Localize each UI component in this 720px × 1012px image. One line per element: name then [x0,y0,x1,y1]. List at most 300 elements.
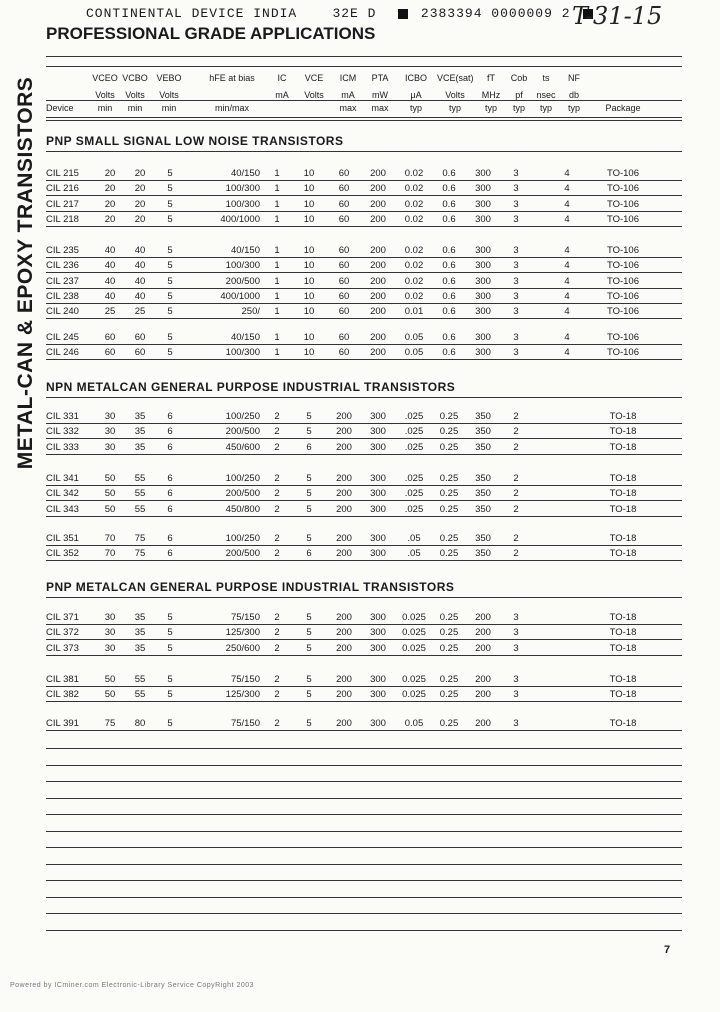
vceo-value: 50 [104,689,116,701]
pta-value: 200 [370,245,386,256]
ic-value: 2 [274,548,280,560]
vcesat-value: 0.6 [442,347,456,359]
icbo-value: 0.025 [402,612,426,623]
ft-value: 350 [475,548,491,560]
ft-value: 200 [475,627,491,639]
icbo-value: 0.025 [402,627,426,639]
vcesat-value: 0.6 [442,332,456,343]
package-value: TO-106 [606,245,640,256]
vcesat-value: 0.6 [442,245,456,256]
icbo-value: 0.025 [402,674,426,685]
hfe-value: 200/500 [225,275,260,287]
ft-value: 200 [475,612,491,623]
icm-value: 60 [338,245,350,256]
column-header: Cob [510,73,528,83]
device-name: CIL 236 [46,260,79,272]
pta-value: 200 [370,198,386,210]
vcbo-value: 20 [134,168,146,179]
icbo-value: 0.02 [404,290,424,302]
vebo-value: 5 [167,260,173,272]
column-header: PTA [371,73,389,83]
ft-value: 300 [475,290,491,302]
vcbo-value: 55 [134,503,146,515]
column-unit: Volts [159,90,179,100]
column-unit: mA [341,90,355,100]
ic-value: 1 [274,198,280,210]
pta-value: 300 [370,441,386,453]
vebo-value: 6 [167,426,173,438]
rule-line [46,485,682,486]
cob-value: 3 [513,275,519,287]
nf-value: 4 [564,290,570,302]
vce-value: 10 [303,213,315,225]
vce-value: 5 [306,503,312,515]
vebo-value: 6 [167,503,173,515]
device-name: CIL 235 [46,245,79,256]
column-header: IC [277,73,287,83]
cob-value: 2 [513,548,519,560]
pta-value: 200 [370,260,386,272]
device-name: CIL 342 [46,488,79,500]
vcbo-value: 35 [134,426,146,438]
vce-value: 5 [306,473,312,484]
vce-value: 10 [303,290,315,302]
vce-value: 10 [303,275,315,287]
vcesat-value: 0.6 [442,260,456,272]
icm-value: 200 [336,473,352,484]
vce-value: 10 [303,198,315,210]
rule-line [46,500,682,501]
device-name: CIL 215 [46,168,79,179]
icbo-value: 0.025 [402,689,426,701]
package-value: TO-18 [609,411,637,422]
cob-value: 3 [513,332,519,343]
package-value: TO-106 [606,290,640,302]
ft-value: 350 [475,503,491,515]
package-value: TO-18 [609,426,637,438]
vebo-value: 5 [167,183,173,195]
pta-value: 300 [370,674,386,685]
icbo-value: 0.05 [404,347,424,359]
vce-value: 5 [306,642,312,654]
section-title: PNP SMALL SIGNAL LOW NOISE TRANSISTORS [46,134,344,148]
vce-value: 5 [306,411,312,422]
icm-value: 200 [336,533,352,544]
ic-value: 2 [274,473,280,484]
icm-value: 60 [338,347,350,359]
cob-value: 3 [513,689,519,701]
vcbo-value: 20 [134,183,146,195]
column-unit: Volts [304,90,324,100]
package-value: TO-18 [609,503,637,515]
icm-value: 200 [336,503,352,515]
icm-value: 60 [338,275,350,287]
pta-value: 200 [370,347,386,359]
rule-line [46,560,682,561]
pta-value: 300 [370,411,386,422]
package-value: TO-18 [609,718,637,729]
ic-value: 2 [274,689,280,701]
cob-value: 3 [513,168,519,179]
vce-value: 10 [303,168,315,179]
rule-line [46,66,682,67]
vebo-value: 6 [167,548,173,560]
nf-value: 4 [564,198,570,210]
ic-value: 1 [274,306,280,318]
vce-value: 5 [306,426,312,438]
column-limit: typ [539,103,552,113]
ft-value: 350 [475,488,491,500]
rule-line [46,814,682,815]
ic-value: 1 [274,183,280,195]
icm-value: 200 [336,441,352,453]
vceo-value: 70 [104,533,116,544]
hfe-value: 100/300 [225,260,260,272]
vcbo-value: 35 [134,441,146,453]
pta-value: 300 [370,473,386,484]
icm-value: 60 [338,198,350,210]
device-name: CIL 240 [46,306,79,318]
icbo-value: 0.02 [404,275,424,287]
column-header: VCBO [122,73,148,83]
ic-value: 2 [274,441,280,453]
pta-value: 300 [370,642,386,654]
vcbo-value: 80 [134,718,146,729]
hfe-value: 450/600 [225,441,260,453]
vce-value: 5 [306,627,312,639]
ic-value: 2 [274,533,280,544]
pta-value: 200 [370,332,386,343]
rule-line [46,195,682,196]
ft-value: 350 [475,473,491,484]
pta-value: 200 [370,213,386,225]
icbo-value: .025 [404,441,424,453]
vceo-value: 50 [104,488,116,500]
ft-value: 300 [475,347,491,359]
rule-line [46,597,682,598]
icm-value: 200 [336,642,352,654]
page-number: 7 [664,944,671,956]
device-name: CIL 351 [46,533,79,544]
cob-value: 2 [513,441,519,453]
document-numbers: 2383394 0000009 2 [420,6,571,21]
hfe-value: 200/500 [225,548,260,560]
rule-line [46,880,682,881]
vceo-value: 20 [104,168,116,179]
package-value: TO-106 [606,332,640,343]
vcesat-value: 0.25 [439,533,459,544]
package-value: TO-18 [609,548,637,560]
ft-value: 300 [475,213,491,225]
column-unit: Volts [125,90,145,100]
vcbo-value: 20 [134,213,146,225]
rule-line [46,226,682,227]
column-header: VCE [304,73,324,83]
section-title: PNP METALCAN GENERAL PURPOSE INDUSTRIAL TRANSISTORS [46,580,455,594]
column-limit: Package [605,103,641,113]
nf-value: 4 [564,347,570,359]
ic-value: 1 [274,290,280,302]
icm-value: 200 [336,627,352,639]
side-title: METAL-CAN & EPOXY TRANSISTORS [14,76,37,470]
vcesat-value: 0.25 [439,642,459,654]
vce-value: 5 [306,612,312,623]
rule-line [46,423,682,424]
vcesat-value: 0.25 [439,718,459,729]
vcesat-value: 0.25 [439,411,459,422]
column-header: VEBO [156,73,182,83]
icm-value: 200 [336,488,352,500]
vceo-value: 25 [104,306,116,318]
pta-value: 200 [370,183,386,195]
vce-value: 5 [306,689,312,701]
rule-line [46,303,682,304]
column-unit: mW [372,90,388,100]
vebo-value: 5 [167,245,173,256]
column-header: NF [568,73,580,83]
cob-value: 2 [513,488,519,500]
hfe-value: 75/150 [230,612,260,623]
vcesat-value: 0.25 [439,426,459,438]
icm-value: 200 [336,689,352,701]
vcesat-value: 0.6 [442,275,456,287]
vce-value: 10 [303,260,315,272]
vcbo-value: 75 [134,548,146,560]
device-name: CIL 382 [46,689,79,701]
column-header: ICBO [404,73,427,83]
package-value: TO-18 [609,674,637,685]
vcbo-value: 35 [134,642,146,654]
nf-value: 4 [564,245,570,256]
page-title: PROFESSIONAL GRADE APPLICATIONS [46,24,376,43]
column-header: ICM [339,73,357,83]
package-value: TO-18 [609,441,637,453]
ft-value: 300 [475,260,491,272]
ft-value: 300 [475,198,491,210]
ic-value: 2 [274,642,280,654]
vceo-value: 30 [104,411,116,422]
ic-value: 2 [274,503,280,515]
section-title: NPN METALCAN GENERAL PURPOSE INDUSTRIAL TRANSISTORS [46,380,456,394]
package-value: TO-18 [609,627,637,639]
vceo-value: 30 [104,441,116,453]
vcesat-value: 0.25 [439,441,459,453]
icbo-value: 0.05 [404,718,424,729]
package-value: TO-18 [609,533,637,544]
column-unit: db [568,90,579,100]
hfe-value: 100/250 [225,533,260,544]
pta-value: 300 [370,503,386,515]
ft-value: 350 [475,411,491,422]
vcesat-value: 0.25 [439,612,459,623]
vcbo-value: 25 [134,306,146,318]
cob-value: 3 [513,612,519,623]
column-header: ts [542,73,550,83]
vebo-value: 5 [167,332,173,343]
vebo-value: 5 [167,290,173,302]
vcbo-value: 75 [134,533,146,544]
rule-line [46,180,682,181]
icm-value: 200 [336,718,352,729]
column-limit: typ [484,103,497,113]
device-name: CIL 372 [46,627,79,639]
rule-line [46,545,682,546]
vcesat-value: 0.25 [439,488,459,500]
vcbo-value: 55 [134,473,146,484]
vebo-value: 5 [167,275,173,287]
vce-value: 10 [303,183,315,195]
pta-value: 200 [370,306,386,318]
icbo-value: .025 [404,503,424,515]
hfe-value: 400/1000 [220,290,260,302]
cob-value: 3 [513,290,519,302]
vebo-value: 6 [167,441,173,453]
cob-value: 2 [513,503,519,515]
pta-value: 300 [370,612,386,623]
column-limit: min/max [214,103,249,113]
rule-line [46,397,682,398]
hfe-value: 125/300 [225,689,260,701]
ft-value: 300 [475,168,491,179]
cob-value: 2 [513,473,519,484]
rule-line [46,798,682,799]
column-limit: Device [46,103,74,113]
icbo-value: .025 [404,426,424,438]
vebo-value: 6 [167,533,173,544]
rule-line [46,438,682,439]
ic-value: 1 [274,213,280,225]
device-name: CIL 341 [46,473,79,484]
vce-value: 6 [306,548,312,560]
hfe-value: 250/ [241,306,260,318]
vce-value: 5 [306,533,312,544]
device-name: CIL 371 [46,612,79,623]
column-unit: nsec [536,90,556,100]
icbo-value: 0.02 [404,183,424,195]
hfe-value: 40/150 [230,332,260,343]
vcbo-value: 35 [134,612,146,623]
catalog-code: 32E D [332,6,377,21]
rule-line [46,272,682,273]
cob-value: 3 [513,718,519,729]
package-value: TO-106 [606,198,640,210]
vce-value: 10 [303,332,315,343]
ft-value: 200 [475,718,491,729]
package-value: TO-18 [609,488,637,500]
vcesat-value: 0.25 [439,503,459,515]
column-unit: Volts [445,90,465,100]
hfe-value: 100/300 [225,347,260,359]
column-limit: typ [567,103,580,113]
column-limit: min [127,103,143,113]
rule-line [46,847,682,848]
cob-value: 2 [513,411,519,422]
ft-value: 200 [475,642,491,654]
column-unit: mA [275,90,289,100]
vcesat-value: 0.6 [442,306,456,318]
device-name: CIL 391 [46,718,79,729]
ic-value: 2 [274,411,280,422]
nf-value: 4 [564,183,570,195]
device-name: CIL 216 [46,183,79,195]
package-value: TO-106 [606,183,640,195]
vebo-value: 5 [167,612,173,623]
ic-value: 2 [274,674,280,685]
pta-value: 200 [370,275,386,287]
package-value: TO-18 [609,473,637,484]
icm-value: 60 [338,213,350,225]
vcesat-value: 0.6 [442,290,456,302]
column-limit: max [371,103,389,113]
rule-line [46,930,682,931]
rule-line [46,288,682,289]
pta-value: 300 [370,689,386,701]
device-name: CIL 331 [46,411,79,422]
icm-value: 200 [336,612,352,623]
rule-line [46,151,682,152]
vcesat-value: 0.6 [442,183,456,195]
ft-value: 300 [475,183,491,195]
cob-value: 3 [513,198,519,210]
column-limit: max [339,103,357,113]
nf-value: 4 [564,332,570,343]
cob-value: 2 [513,533,519,544]
vceo-value: 20 [104,213,116,225]
hfe-value: 125/300 [225,627,260,639]
vceo-value: 60 [104,332,116,343]
column-header: VCEO [92,73,118,83]
package-value: TO-106 [606,168,640,179]
vcbo-value: 40 [134,275,146,287]
package-value: TO-106 [606,347,640,359]
vcbo-value: 40 [134,260,146,272]
device-name: CIL 373 [46,642,79,654]
ic-value: 2 [274,627,280,639]
cob-value: 3 [513,642,519,654]
rule-line [46,639,682,640]
rule-line [46,100,682,101]
hfe-value: 200/500 [225,488,260,500]
cob-value: 3 [513,627,519,639]
vcbo-value: 60 [134,347,146,359]
rule-line [46,913,682,914]
hfe-value: 40/150 [230,245,260,256]
hfe-value: 40/150 [230,168,260,179]
company-name: CONTINENTAL DEVICE INDIA [86,6,298,21]
vce-value: 5 [306,674,312,685]
vcesat-value: 0.25 [439,548,459,560]
icm-value: 60 [338,332,350,343]
vceo-value: 30 [104,627,116,639]
column-header: fT [487,73,495,83]
device-name: CIL 381 [46,674,79,685]
vebo-value: 5 [167,674,173,685]
vebo-value: 6 [167,488,173,500]
vcbo-value: 35 [134,411,146,422]
ft-value: 300 [475,245,491,256]
column-limit: typ [409,103,422,113]
vebo-value: 5 [167,642,173,654]
icbo-value: 0.02 [404,245,424,256]
pta-value: 300 [370,718,386,729]
vcesat-value: 0.6 [442,168,456,179]
icbo-value: 0.02 [404,198,424,210]
ic-value: 2 [274,612,280,623]
vcbo-value: 40 [134,290,146,302]
vceo-value: 50 [104,503,116,515]
icm-value: 200 [336,674,352,685]
vce-value: 5 [306,718,312,729]
